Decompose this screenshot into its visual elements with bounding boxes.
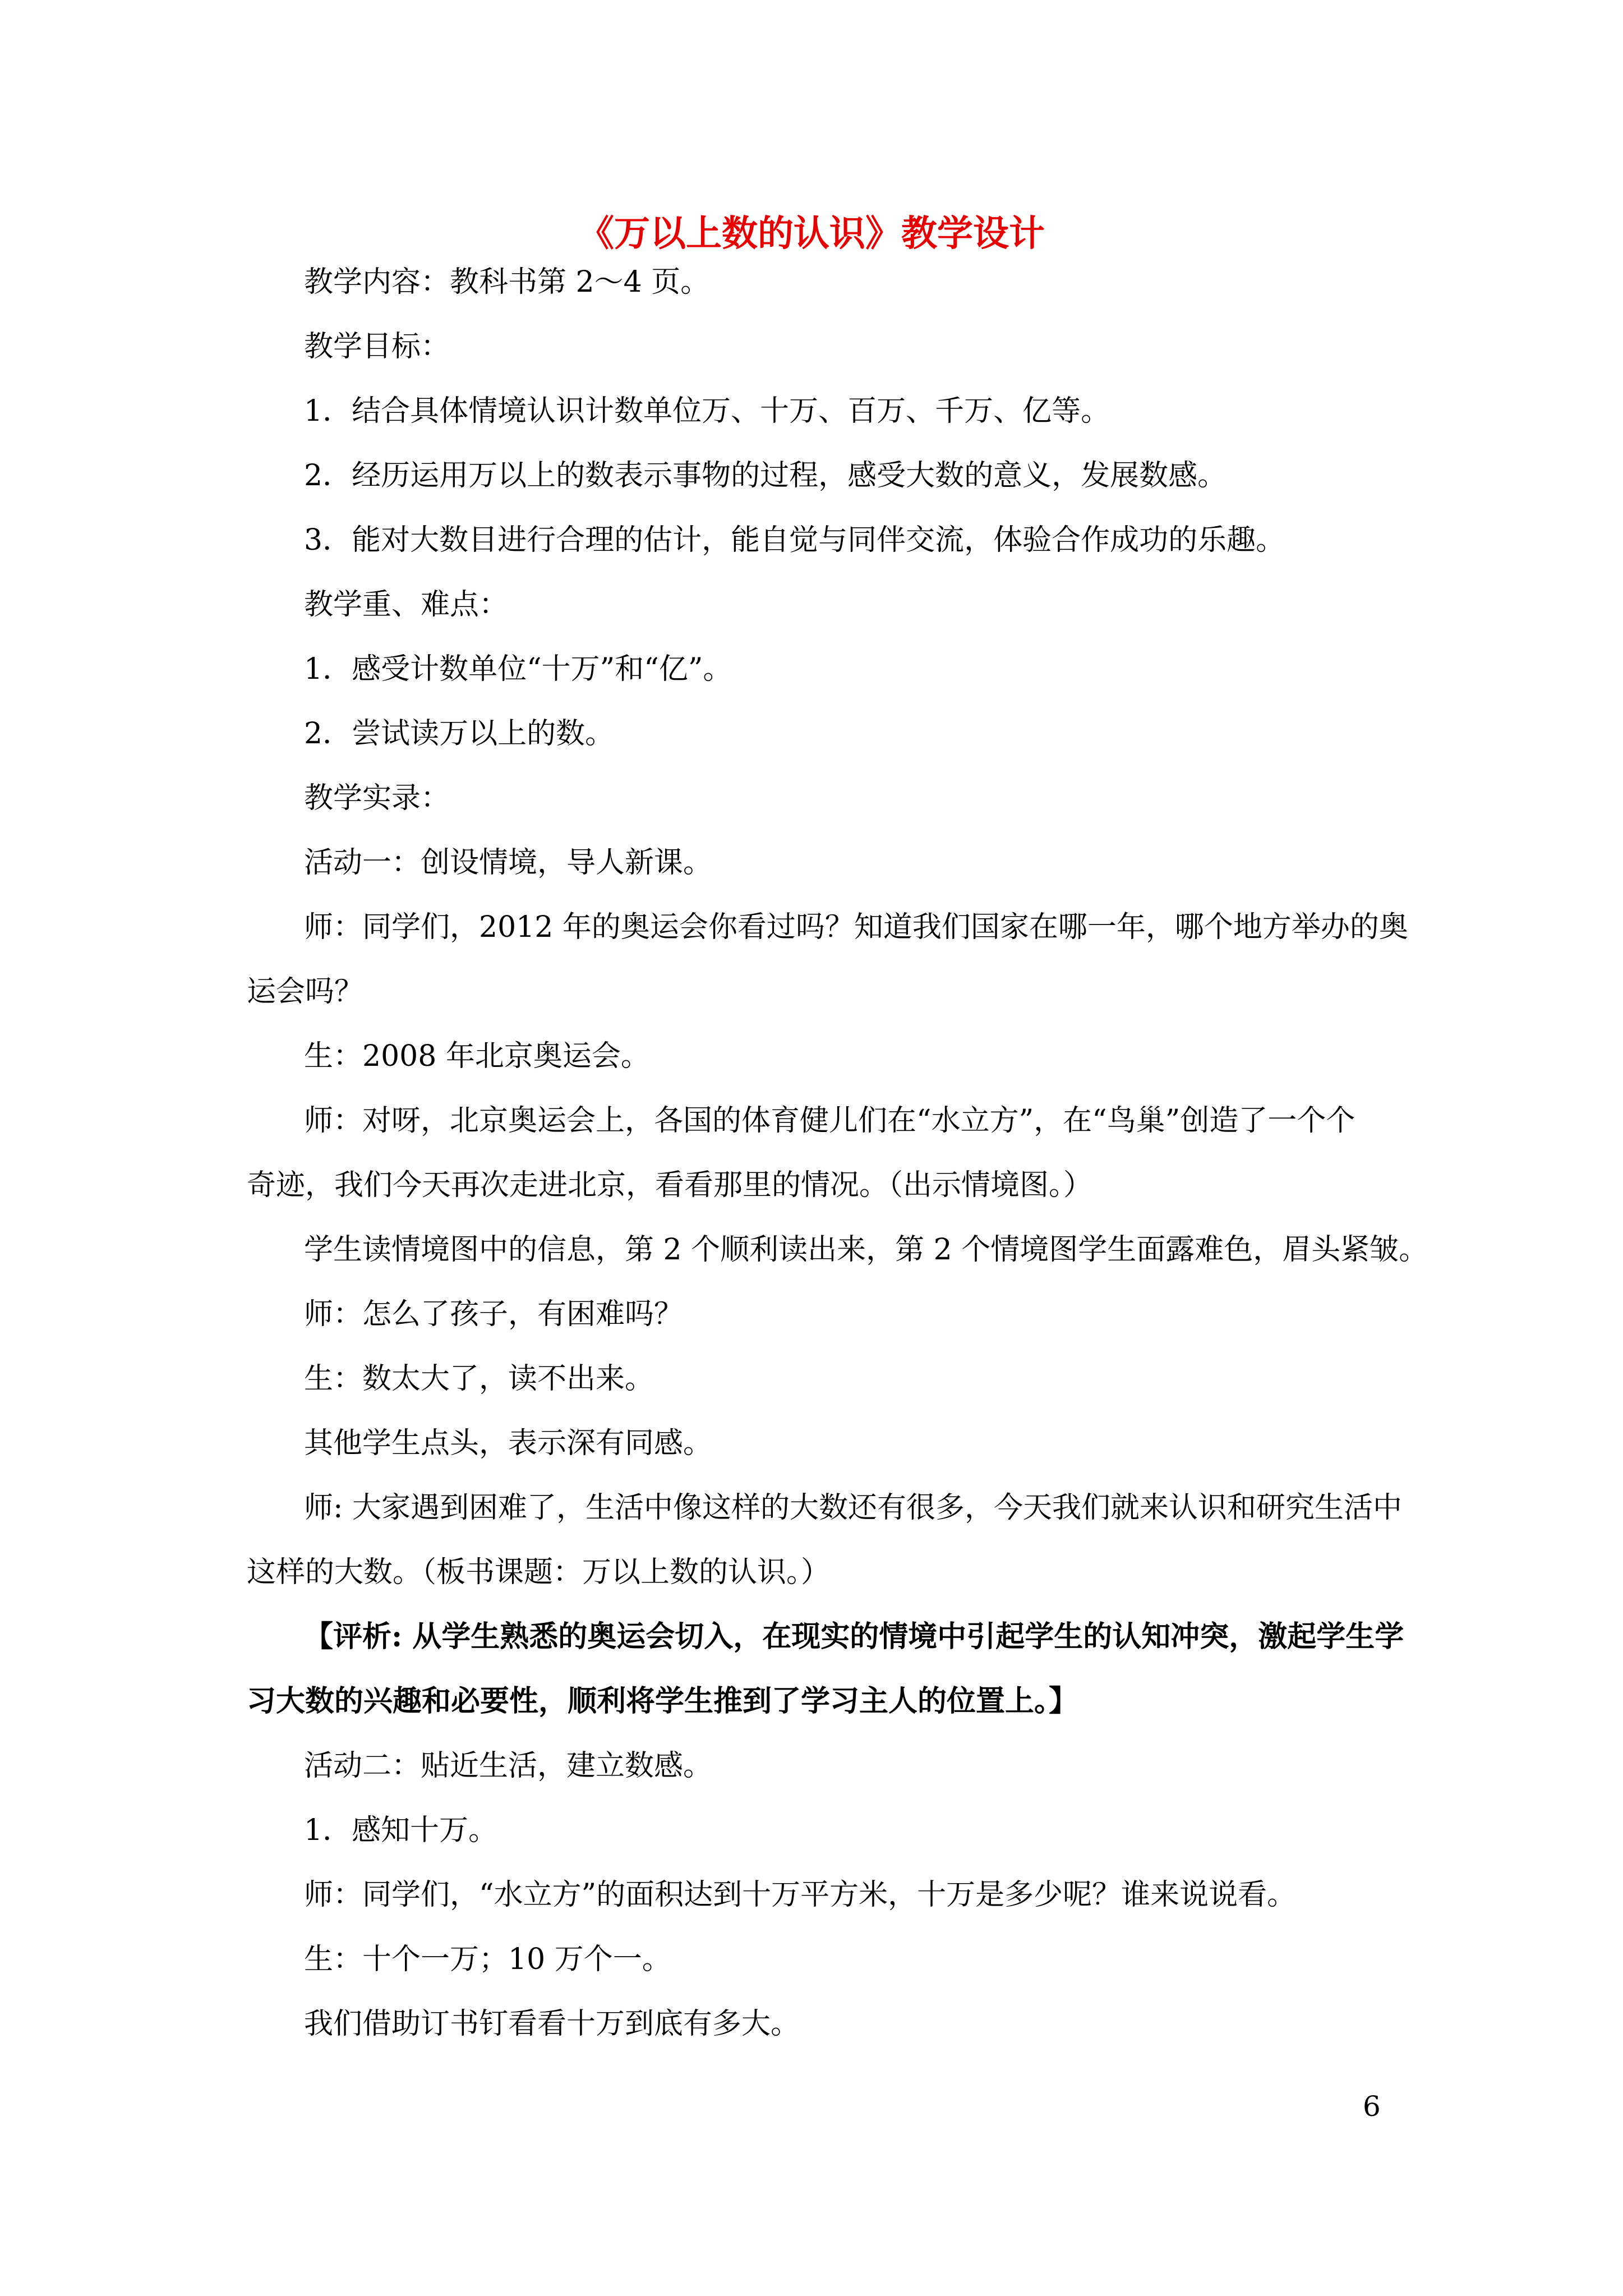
paragraph-line: 师：同学们，“水立方”的面积达到十万平方米，十万是多少呢？谁来说说看。 (304, 1878, 1297, 1912)
commentary-line: 【评析: 从学生熟悉的奥运会切入，在现实的情境中引起学生的认知冲突，激起学生学 (304, 1619, 1404, 1654)
objective-item: 2．经历运用万以上的数表示事物的过程，感受大数的意义，发展数感。 (304, 459, 1227, 493)
key-point-item: 1．感受计数单位“十万”和“亿”。 (304, 652, 732, 686)
paragraph-line: 师：同学们，2012 年的奥运会你看过吗？知道我们国家在哪一年，哪个地方举办的奥 (304, 910, 1408, 944)
paragraph-line: 生：2008 年北京奥运会。 (304, 1039, 650, 1073)
paragraph-line: 生：数太大了，读不出来。 (304, 1362, 654, 1396)
commentary-line: 习大数的兴趣和必要性，顺利将学生推到了学习主人的位置上。】 (247, 1684, 1078, 1718)
paragraph-line: 奇迹，我们今天再次走进北京，看看那里的情况。（出示情境图。） (247, 1168, 1093, 1202)
paragraph-line: 师：怎么了孩子，有困难吗？ (304, 1297, 684, 1331)
activity-heading: 活动一：创设情境，导人新课。 (304, 846, 713, 880)
paragraph-line: 师：对呀，北京奥运会上，各国的体育健儿们在“水立方”，在“鸟巢”创造了一个个 (304, 1104, 1355, 1138)
key-point-item: 2．尝试读万以上的数。 (304, 717, 615, 751)
page-number: 6 (1363, 2090, 1381, 2123)
paragraph-line: 师: 大家遇到困难了，生活中像这样的大数还有很多，今天我们就来认识和研究生活中 (304, 1491, 1403, 1525)
section-heading-objectives: 教学目标： (304, 330, 450, 364)
objective-item: 1．结合具体情境认识计数单位万、十万、百万、千万、亿等。 (304, 394, 1110, 428)
paragraph-line: 其他学生点头，表示深有同感。 (304, 1427, 713, 1460)
paragraph-line: 我们借助订书钉看看十万到底有多大。 (304, 2007, 800, 2041)
paragraph-line: 1．感知十万。 (304, 1814, 498, 1847)
paragraph-line: 这样的大数。（板书课题：万以上数的认识。） (247, 1556, 831, 1589)
section-heading-key-points: 教学重、难点： (304, 588, 509, 622)
activity-heading: 活动二：贴近生活，建立数感。 (304, 1749, 713, 1783)
paragraph-line: 生：十个一万；10 万个一。 (304, 1943, 671, 1976)
objective-item: 3．能对大数目进行合理的估计，能自觉与同伴交流，体验合作成功的乐趣。 (304, 523, 1285, 557)
paragraph-line: 教学内容：教科书第 2～4 页。 (304, 265, 710, 299)
paragraph-line: 运会吗？ (247, 975, 364, 1009)
document-title: 《万以上数的认识》教学设计 (578, 213, 1045, 255)
section-heading-record: 教学实录： (304, 781, 450, 815)
paragraph-line: 学生读情境图中的信息，第 2 个顺利读出来，第 2 个情境图学生面露难色，眉头紧皱。 (304, 1233, 1428, 1267)
